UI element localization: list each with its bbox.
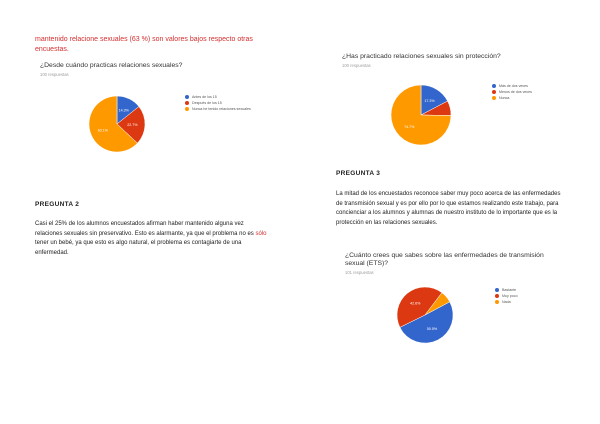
pie1-legend-item-0 — [185, 95, 251, 99]
pie2-legend-item-0 — [492, 84, 532, 88]
pie2-legend-swatch-0 — [492, 84, 496, 88]
pie2-legend-item-2 — [492, 96, 532, 100]
pie1-legend-swatch-0 — [185, 95, 189, 99]
pie3-legend-swatch-1 — [495, 294, 499, 298]
pie3-slice-label-1: 42.6% — [410, 301, 421, 306]
form-card-3 — [345, 252, 560, 275]
pie3-legend-item-0 — [495, 288, 518, 292]
pie3-legend-swatch-0 — [495, 288, 499, 292]
pregunta-2-text — [35, 220, 267, 258]
legend-2 — [492, 84, 532, 102]
pie-chart-2 — [388, 82, 454, 148]
pregunta-3-text: La mitad de los encuestados reconoce saber muy poco acerca de las enfermedades de transmisión sexual y es por ello por lo que estamos realizando este trabajo, para concienciar a los alumnos y alumnas de nuestro instituto de lo importante que es la protección en las relaciones sexuales. — [336, 191, 561, 226]
pie1-slice-label-1: 22.7% — [127, 122, 138, 127]
pie2-slice-label-2: 74.7% — [404, 124, 415, 129]
pregunta-2-highlight: sólo — [255, 230, 267, 237]
pie2-legend-label-1: Menos de dos veces — [499, 90, 532, 94]
pie1-legend-label-2: Nunca he tenido relaciones sexuales — [192, 107, 251, 111]
pie2-legend-item-1 — [492, 90, 532, 94]
legend-1 — [185, 95, 251, 113]
form-1-responses: 100 respuestas — [40, 72, 69, 77]
pie1-legend-label-1: Después de los 15 — [192, 101, 222, 105]
form-3-responses: 101 respuestas — [345, 270, 374, 275]
pie2-legend-label-0: Más de dos veces — [499, 84, 528, 88]
pie3-legend-item-1 — [495, 294, 518, 298]
pie1-slice-label-0: 14.3% — [118, 108, 129, 113]
pie2-legend-swatch-2 — [492, 96, 496, 100]
form-1-title: ¿Desde cuándo practicas relaciones sexuales? — [40, 62, 183, 69]
pie1-legend-swatch-1 — [185, 101, 189, 105]
pregunta-2-p2a: que el problema no es — [194, 230, 256, 237]
pie1-slice-label-2: 63.1% — [97, 128, 108, 133]
pie3-legend-label-1: Muy poco — [502, 294, 518, 298]
pie1-legend-label-0: Antes de los 15 — [192, 95, 217, 99]
pregunta-3-heading: PREGUNTA 3 — [336, 170, 381, 177]
pie-chart-1 — [85, 92, 149, 156]
form-2-title: ¿Has practicado relaciones sexuales sin protección? — [342, 53, 501, 60]
pie1-legend-swatch-2 — [185, 107, 189, 111]
form-2-responses: 100 respuestas — [342, 63, 371, 68]
form-3-title: ¿Cuánto crees que sabes sobre las enfermedades de transmisión sexual (ETS)? — [345, 252, 544, 267]
form-card-1 — [40, 62, 280, 77]
pie2-legend-label-2: Nunca — [499, 96, 510, 100]
pie3-legend-item-2 — [495, 300, 518, 304]
pie-chart-3 — [394, 284, 456, 346]
form-card-2 — [342, 53, 572, 68]
pie1-legend-item-2 — [185, 107, 251, 111]
pie3-legend-swatch-2 — [495, 300, 499, 304]
pregunta-2-heading: PREGUNTA 2 — [35, 201, 80, 208]
intro-red-text: mantenido relacione sexuales (63 %) son valores bajos respecto otras encuestas. — [35, 36, 253, 53]
pie3-legend-label-0: Bastante — [502, 288, 517, 292]
pie2-slice-label-0: 17.3% — [424, 99, 435, 104]
legend-3 — [495, 288, 518, 306]
pregunta-2-p2b: tener un bebé, ya que esto es algo natural, el problema es contagiarte de una enfermedad. — [35, 240, 242, 256]
pie2-legend-swatch-1 — [492, 90, 496, 94]
pie1-legend-item-1 — [185, 101, 251, 105]
pregunta-2-p1: Casi el 25% de los alumnos encuestados afirman haber mantenido alguna vez relaciones sexuales sin preservativo. Esto es alarmante, ya — [35, 221, 244, 237]
pie3-legend-label-2: Nada — [502, 300, 511, 304]
pie3-slice-label-0: 50.5% — [426, 326, 438, 331]
